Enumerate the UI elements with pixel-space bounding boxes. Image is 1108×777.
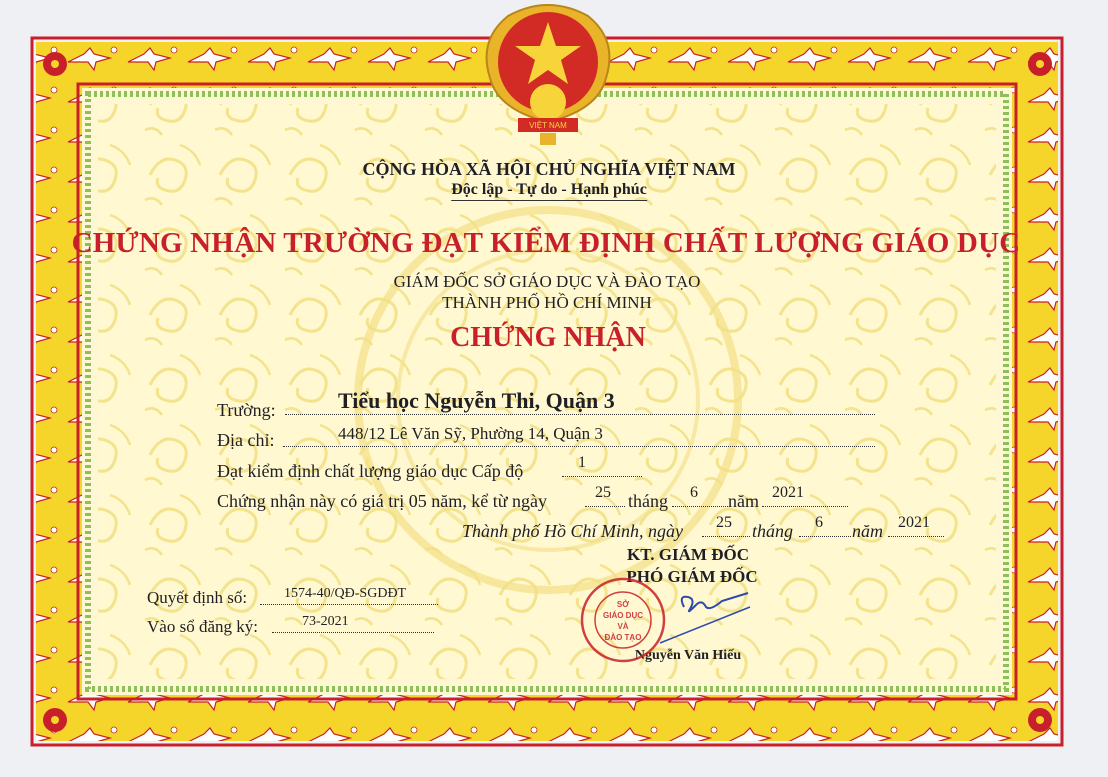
place-month-label: tháng [752,521,794,541]
validity-year: 2021 [772,484,804,501]
school-label: Trường: [217,400,276,420]
level-dotline [562,476,642,477]
signatory-line-2: PHÓ GIÁM ĐỐC [626,567,758,586]
place-month: 6 [815,514,823,531]
place-day-dotline [702,536,750,537]
place-day: 25 [716,514,732,531]
validity-day-dotline [585,506,625,507]
level-value: 1 [578,454,586,471]
decision-label: Quyết định số: [147,588,248,607]
certificate-subtitle: CHỨNG NHẬN [450,322,646,353]
decision-value: 1574-40/QĐ-SGDĐT [284,586,407,601]
stamp-line-3: VÀ [617,622,629,631]
place-year-label: năm [852,521,883,541]
place-year: 2021 [898,514,930,531]
validity-month-label: tháng [628,491,668,511]
national-header: CỘNG HÒA XÃ HỘI CHỦ NGHĨA VIỆT NAM [362,159,736,179]
vietnam-emblem-icon [468,0,628,150]
certificate-title: CHỨNG NHẬN TRƯỜNG ĐẠT KIỂM ĐỊNH CHẤT LƯỢNG GIÁO DỤC [71,227,1021,259]
signatory-name: Nguyễn Văn Hiếu [634,648,742,663]
emblem-text: VIỆT NAM [529,121,567,130]
stamp-line-2: GIÁO DỤC [603,611,643,620]
national-motto: Độc lập - Tự do - Hạnh phúc [451,181,647,201]
school-dotline [285,414,875,415]
register-label: Vào sổ đăng ký: [147,617,258,636]
place-date-prefix: Thành phố Hồ Chí Minh, ngày [462,521,684,541]
register-dotline [272,632,434,633]
stamp-line-1: SỞ [616,600,630,609]
validity-year-label: năm [728,491,759,511]
issuer-line-2: THÀNH PHỐ HỒ CHÍ MINH [442,293,652,312]
school-value: Tiểu học Nguyễn Thi, Quận 3 [338,388,615,413]
signature-graphic [640,585,760,650]
register-value: 73-2021 [302,614,349,629]
decision-dotline [260,604,438,605]
address-value: 448/12 Lê Văn Sỹ, Phường 14, Quận 3 [338,424,603,443]
validity-month: 6 [690,484,698,501]
level-label: Đạt kiểm định chất lượng giáo dục Cấp độ [217,461,524,481]
address-dotline [283,446,875,447]
place-month-dotline [799,536,851,537]
issuer-line-1: GIÁM ĐỐC SỞ GIÁO DỤC VÀ ĐÀO TẠO [393,272,701,291]
validity-month-dotline [672,506,728,507]
validity-day: 25 [595,484,611,501]
validity-label: Chứng nhận này có giá trị 05 năm, kể từ ngày [217,491,547,511]
address-label: Địa chỉ: [217,430,275,450]
place-year-dotline [888,536,944,537]
validity-year-dotline [762,506,848,507]
stamp-line-4: ĐÀO TẠO [604,633,642,642]
signatory-line-1: KT. GIÁM ĐỐC [627,545,749,564]
